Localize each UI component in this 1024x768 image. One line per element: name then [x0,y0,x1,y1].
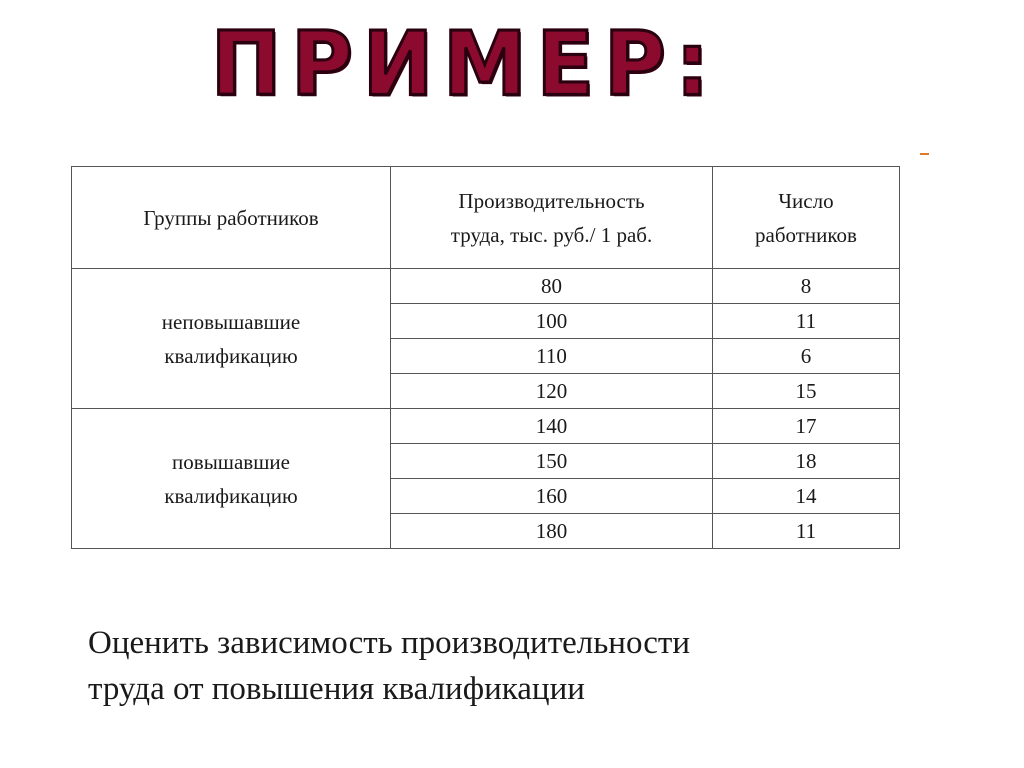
count-cell: 14 [713,479,900,514]
group-label-line1: повышавшие [172,449,290,474]
header-count [713,167,900,269]
productivity-cell: 120 [391,374,713,409]
header-productivity [391,167,713,269]
productivity-cell: 150 [391,444,713,479]
productivity-cell: 100 [391,304,713,339]
productivity-cell: 140 [391,409,713,444]
data-table [71,166,900,549]
header-groups-label: Группы работников [143,205,319,230]
group-label-line1: неповышавшие [161,309,301,334]
table-row [72,409,900,444]
count-cell: 18 [713,444,900,479]
group-label-line2: квалификацию [164,483,298,508]
productivity-cell: 80 [391,269,713,304]
count-cell: 8 [713,269,900,304]
productivity-cell: 160 [391,479,713,514]
header-count-line2: работников [755,222,857,247]
header-groups [72,167,391,269]
productivity-cell: 180 [391,514,713,549]
task-text [88,620,968,712]
group-label-line2: квалификацию [164,343,298,368]
count-cell: 6 [713,339,900,374]
header-count-line1: Число [778,188,834,213]
productivity-cell: 110 [391,339,713,374]
count-cell: 15 [713,374,900,409]
table-row [72,269,900,304]
header-productivity-line1: Производительность [458,188,645,213]
task-line2: труда от повышения квалификации [88,671,585,707]
header-productivity-line2: труда, тыс. руб./ 1 раб. [450,222,653,247]
group-cell-not-qualified [72,269,391,409]
count-cell: 11 [713,304,900,339]
count-cell: 11 [713,514,900,549]
count-cell: 17 [713,409,900,444]
group-cell-qualified [72,409,391,549]
task-line1: Оценить зависимость производительности [88,625,690,661]
decorative-dash [920,153,929,155]
table-header-row [72,167,900,269]
page-title: ПРИМЕР: [210,12,720,116]
